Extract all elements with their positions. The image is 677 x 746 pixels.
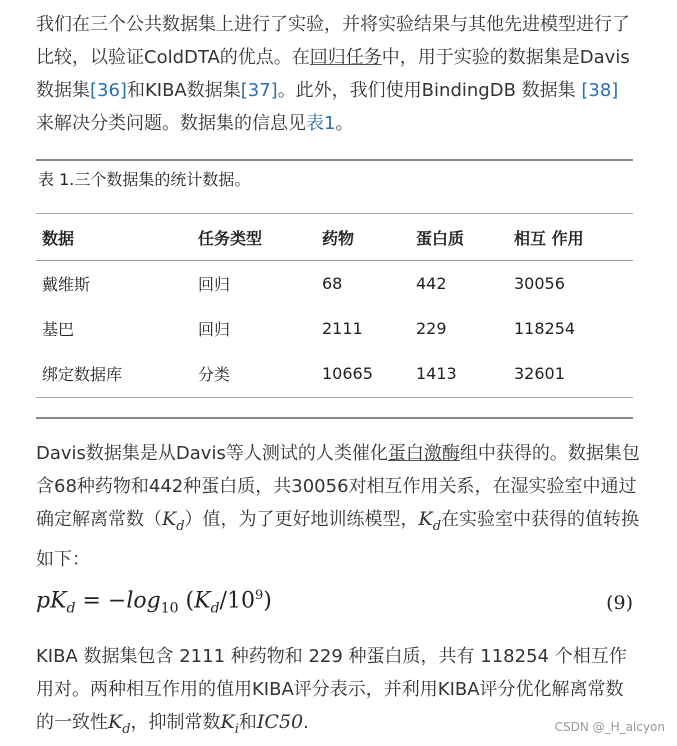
ki-base: K xyxy=(220,711,235,733)
regression-task-link[interactable]: 回归任务 xyxy=(309,47,382,68)
equation-body xyxy=(36,588,272,617)
dataset-statistics-table xyxy=(36,214,633,396)
cell-proteins: 1413 xyxy=(416,364,457,383)
eq-arg-k: K xyxy=(194,588,211,614)
eq-lhs: pK xyxy=(36,588,67,614)
kiba-text-2: ，抑制常数 xyxy=(130,712,221,733)
intro-text-1: 我们在三个公共数据集上进行了实验，并将实验结果与其他先进模型进行了比较，以验证ColdDTA的优点。在 xyxy=(36,14,630,68)
cell-drugs: 2111 xyxy=(322,319,363,338)
cell-task-type: 回归 xyxy=(198,320,231,339)
kd-sub-2: d xyxy=(432,518,442,534)
table-bottom-rule-2 xyxy=(36,417,633,419)
kd-symbol-3 xyxy=(108,711,131,737)
protein-kinase-link[interactable]: 蛋白激酶 xyxy=(387,443,460,464)
cell-dataset: 绑定数据库 xyxy=(42,365,123,384)
kd-sub-3: d xyxy=(122,721,131,737)
table-caption: 表 1.三个数据集的统计数据。 xyxy=(38,170,251,189)
davis-text-3: ）值，为了更好地训练模型， xyxy=(184,509,419,530)
cell-task-type: 分类 xyxy=(198,365,231,384)
table-1-link[interactable]: 表1 xyxy=(306,113,336,134)
table-row xyxy=(36,261,633,307)
eq-arg-sub: d xyxy=(210,600,220,617)
intro-text-5: 来解决分类问题。数据集的信息见 xyxy=(36,113,306,134)
davis-paragraph xyxy=(36,437,641,576)
watermark: CSDN @_H_alcyon xyxy=(554,720,665,734)
header-dataset: 数据 xyxy=(36,214,192,261)
cell-drugs: 10665 xyxy=(322,364,373,383)
reference-38-link[interactable]: [38] xyxy=(581,80,619,101)
eq-divisor: /10 xyxy=(219,588,255,614)
header-task-type: 任务类型 xyxy=(192,214,316,261)
eq-paren-close: ) xyxy=(263,588,272,614)
equation-9 xyxy=(36,588,633,624)
table-row xyxy=(36,306,633,351)
eq-exponent: 9 xyxy=(254,588,264,603)
davis-text-1: Davis数据集是从Davis等人测试的人类催化 xyxy=(36,443,388,464)
eq-operator: = − xyxy=(75,588,127,614)
equation-number: (9) xyxy=(606,592,633,614)
cell-interactions: 30056 xyxy=(514,274,565,293)
ic50-symbol: IC50 xyxy=(256,711,304,733)
kd-base-2: K xyxy=(418,508,433,530)
cell-drugs: 68 xyxy=(322,274,343,293)
cell-interactions: 32601 xyxy=(514,364,565,383)
ki-sub: i xyxy=(234,721,239,737)
ki-symbol xyxy=(220,711,239,737)
intro-text-6: 。 xyxy=(335,113,354,134)
kd-base-3: K xyxy=(108,711,123,733)
intro-paragraph xyxy=(36,8,641,140)
kiba-text-3: 和 xyxy=(238,712,257,733)
kd-sub: d xyxy=(176,518,185,534)
kd-symbol xyxy=(162,508,185,534)
intro-text-3: 和KIBA数据集 xyxy=(126,80,241,101)
cell-dataset: 戴维斯 xyxy=(42,275,91,294)
kiba-text-1: KIBA 数据集包含 2111 种药物和 229 种蛋白质，共有 118254 个相互作用对。两种相互作用的值用KIBA评分表示，并利用KIBA评分优化解离常数的一致性 xyxy=(36,646,627,733)
cell-proteins: 229 xyxy=(416,319,447,338)
header-interactions: 相互 作用 xyxy=(508,214,633,261)
table-bottom-rule-1 xyxy=(36,397,633,398)
intro-text-2: 中，用于实验的数据集是Davis数据集 xyxy=(36,47,630,101)
kiba-text-4: . xyxy=(303,712,309,733)
reference-36-link[interactable]: [36] xyxy=(90,80,127,101)
kiba-paragraph xyxy=(36,640,641,746)
header-proteins: 蛋白质 xyxy=(410,214,508,261)
cell-proteins: 442 xyxy=(416,274,447,293)
cell-interactions: 118254 xyxy=(514,319,576,338)
davis-text-2: 组中获得的。数据集包含68种药物和442种蛋白质，共30056对相互作用关系，在湿实验室中通过确定解离常数（ xyxy=(36,443,640,530)
header-drugs: 药物 xyxy=(316,214,410,261)
eq-log-base: 10 xyxy=(160,600,179,617)
cell-task-type: 回归 xyxy=(198,275,231,294)
kd-base: K xyxy=(162,508,177,530)
cell-dataset: 基巴 xyxy=(42,320,75,339)
eq-paren-open: ( xyxy=(178,588,195,614)
table-top-rule xyxy=(36,159,633,161)
eq-lhs-sub: d xyxy=(66,600,76,617)
davis-text-4: 在实验室中获得的值转换如下： xyxy=(36,509,640,570)
table-row xyxy=(36,351,633,396)
eq-log: log xyxy=(126,588,161,614)
reference-37-link[interactable]: [37] xyxy=(240,80,278,101)
intro-text-4: 。此外，我们使用BindingDB 数据集 xyxy=(277,80,582,101)
table-header-row xyxy=(36,214,633,261)
kd-symbol-2 xyxy=(418,508,442,534)
